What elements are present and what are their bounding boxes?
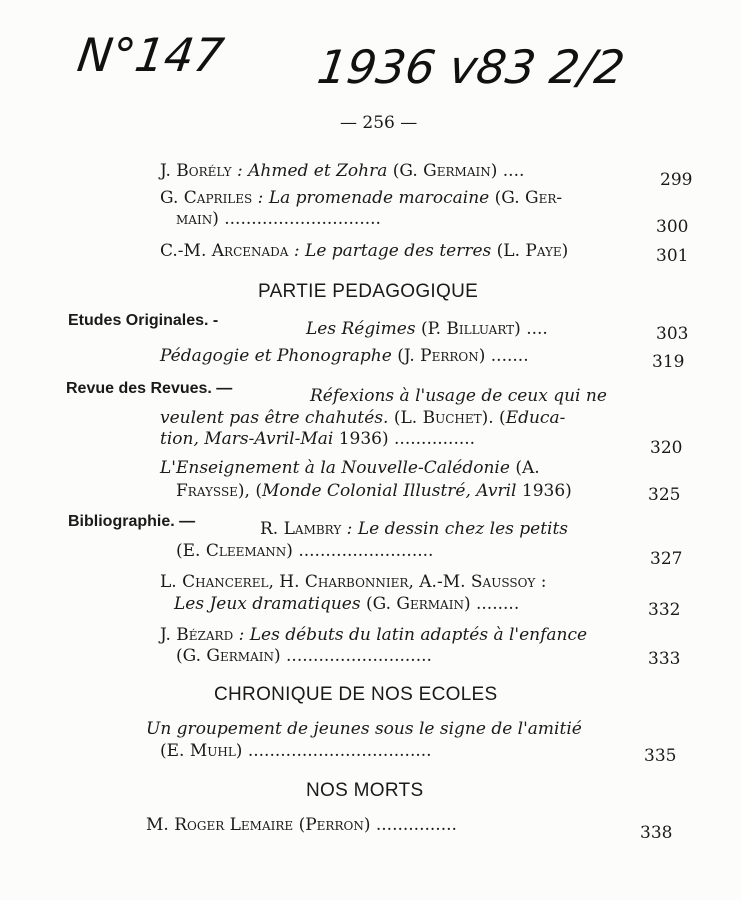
toc-entry-borely: J. Borély : Ahmed et Zohra (G. Germain) ....: [160, 161, 525, 181]
toc-entry-lambry: R. Lambry : Le dessin chez les petits: [260, 519, 569, 539]
section-heading-partie: PARTIE PEDAGOGIQUE: [258, 281, 479, 302]
section-heading-chronique: CHRONIQUE DE NOS ECOLES: [214, 684, 498, 705]
page-ref: 300: [656, 217, 689, 237]
toc-entry-groupement-line2: (E. Muhl) ..................................: [160, 741, 432, 761]
page-ref: 299: [660, 170, 693, 190]
handwritten-reference: 1936 v83 2/2: [314, 40, 628, 94]
page-ref: 303: [656, 324, 689, 344]
page-ref: 325: [648, 485, 681, 505]
toc-entry-bezard-line2: (G. Germain) ...........................: [176, 646, 432, 666]
page-ref: 327: [650, 549, 683, 569]
page-number: — 256 —: [340, 113, 418, 133]
page-ref: 338: [640, 823, 673, 843]
toc-entry-capriles: G. Capriles : La promenade marocaine (G. Ger-: [160, 188, 563, 208]
toc-entry-phonographe: Pédagogie et Phonographe (J. Perron) .......: [160, 346, 529, 366]
toc-entry-groupement-line1: Un groupement de jeunes sous le signe de l'amitié: [146, 719, 582, 739]
toc-entry-reflexions-line1: Réfexions à l'usage de ceux qui ne: [310, 386, 607, 406]
section-label-revue: Revue des Revues. —: [66, 380, 233, 397]
toc-entry-arcenada: C.-M. Arcenada : Le partage des terres (L. Paye): [160, 241, 569, 261]
toc-entry-reflexions-line3: tion, Mars-Avril-Mai 1936) ...............: [160, 429, 476, 449]
toc-entry-caledonie-line2: Fraysse), (Monde Colonial Illustré, Avril 1936): [176, 481, 572, 501]
toc-entry-chancerel-line1: L. Chancerel, H. Charbonnier, A.-M. Saussoy :: [160, 572, 547, 592]
toc-entry-chancerel-line2: Les Jeux dramatiques (G. Germain) ........: [174, 594, 520, 614]
page-ref: 320: [650, 438, 683, 458]
toc-entry-lemaire: M. Roger Lemaire (Perron) ...............: [146, 815, 457, 835]
page-ref: 301: [656, 246, 689, 266]
toc-entry-regimes: Les Régimes (P. Billuart) ....: [306, 319, 548, 339]
page-ref: 335: [644, 746, 677, 766]
handwritten-number: N°147: [74, 28, 228, 82]
section-heading-morts: NOS MORTS: [306, 780, 424, 801]
toc-entry-lambry-line2: (E. Cleemann) .........................: [176, 541, 434, 561]
section-label-bibliographie: Bibliographie. —: [68, 513, 196, 530]
toc-entry-reflexions-line2: veulent pas être chahutés. (L. Buchet). (Educa-: [160, 408, 566, 428]
toc-entry-bezard: J. Bézard : Les débuts du latin adaptés à l'enfance: [160, 625, 588, 645]
page-ref: 332: [648, 600, 681, 620]
page-ref: 333: [648, 649, 681, 669]
toc-entry-caledonie-line1: L'Enseignement à la Nouvelle-Calédonie (A.: [160, 458, 540, 478]
page-ref: 319: [652, 352, 685, 372]
section-label-etudes: Etudes Originales. -: [68, 312, 219, 329]
toc-entry-capriles-line2: main) .............................: [176, 209, 381, 229]
